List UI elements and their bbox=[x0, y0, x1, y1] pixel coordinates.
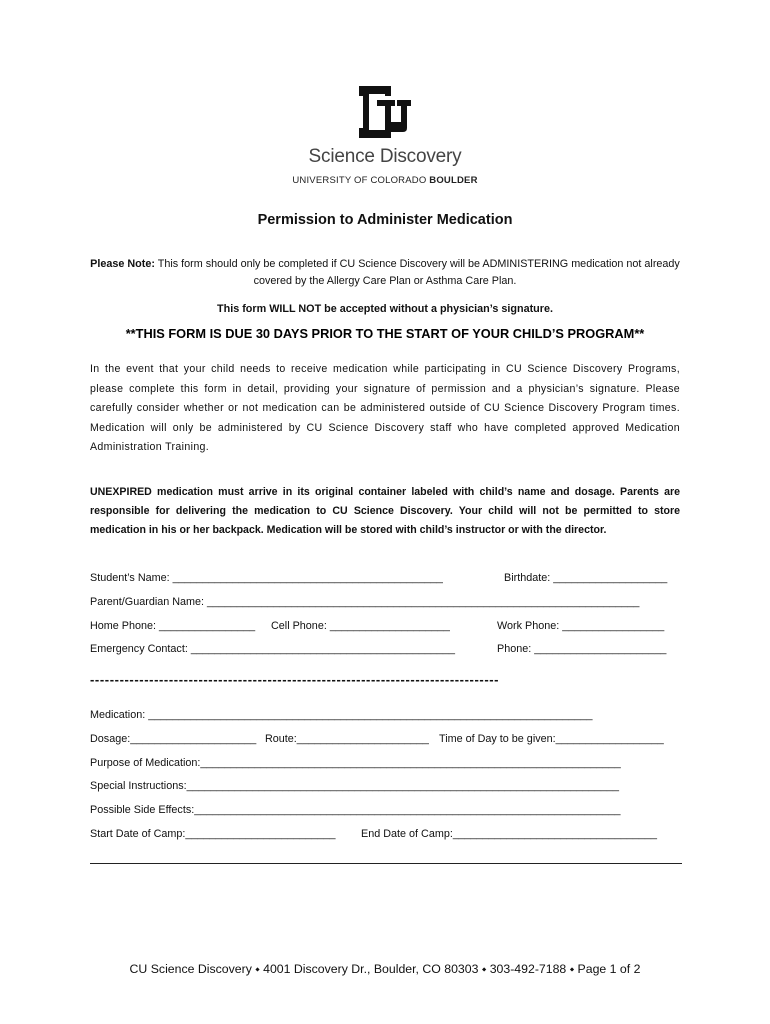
cell-phone-field[interactable]: Cell Phone: ____________________ bbox=[271, 620, 450, 632]
student-name-field[interactable]: Student’s Name: _____________________________________________ bbox=[90, 572, 443, 584]
medication-field[interactable]: Medication: __________________________________________________________________________ bbox=[90, 709, 593, 721]
parent-guardian-field[interactable]: Parent/Guardian Name: ________________________________________________________________________ bbox=[90, 596, 640, 608]
section-separator: ----------------------------------------------------------------------------------- bbox=[90, 672, 500, 687]
purpose-field[interactable]: Purpose of Medication:______________________________________________________________________ bbox=[90, 757, 621, 769]
special-instructions-field[interactable]: Special Instructions:________________________________________________________________________ bbox=[90, 780, 619, 792]
phone-field[interactable]: Phone: ______________________ bbox=[497, 643, 667, 655]
page-title: Permission to Administer Medication bbox=[257, 212, 513, 228]
birthdate-field[interactable]: Birthdate: ___________________ bbox=[504, 572, 668, 584]
cu-logo-icon bbox=[355, 84, 413, 140]
section-divider bbox=[90, 863, 682, 864]
page-footer: CU Science Discovery ⬩ 4001 Discovery Dr., Boulder, CO 80303 ⬩ 303-492-7188 ⬩ Page 1 of 2 bbox=[129, 962, 641, 976]
please-note: Please Note: This form should only be completed if CU Science Discovery will be ADMINISTERING medication not already covered by the Allergy Care Plan or Asthma Care Plan. bbox=[90, 258, 680, 287]
signature-warning: This form WILL NOT be accepted without a physician’s signature. bbox=[217, 303, 553, 315]
route-field[interactable]: Route:______________________ bbox=[265, 733, 429, 745]
due-notice: **THIS FORM IS DUE 30 DAYS PRIOR TO THE START OF YOUR CHILD’S PROGRAM** bbox=[125, 326, 645, 341]
time-of-day-field[interactable]: Time of Day to be given:__________________ bbox=[439, 733, 664, 745]
university-name: UNIVERSITY OF COLORADO BOULDER bbox=[292, 175, 478, 186]
brand-name: Science Discovery bbox=[308, 146, 462, 167]
side-effects-field[interactable]: Possible Side Effects:_______________________________________________________________________ bbox=[90, 804, 621, 816]
end-date-field[interactable]: End Date of Camp:__________________________________ bbox=[361, 828, 657, 840]
unexpired-paragraph: UNEXPIRED medication must arrive in its original container labeled with child’s name and dosage. Parents are responsible for delivering the medication to CU Science Discovery. Your child will not be permitted to store medication in his or her backpack. Medication will be stored with child’s instructor or with the director. bbox=[90, 486, 680, 536]
dosage-field[interactable]: Dosage:_____________________ bbox=[90, 733, 257, 745]
intro-paragraph: In the event that your child needs to receive medication while participating in CU Science Discovery Programs, please complete this form in detail, providing your signature of permission and a physician’s signature. Please carefully consider whether or not medication can be administered outside of CU Science Discovery Program times. Medication will only be administered by CU Science Discovery staff who have completed approved Medication Administration Training. bbox=[90, 363, 680, 453]
home-phone-field[interactable]: Home Phone: ________________ bbox=[90, 620, 256, 632]
emergency-contact-field[interactable]: Emergency Contact: ____________________________________________ bbox=[90, 643, 456, 655]
start-date-field[interactable]: Start Date of Camp:_________________________ bbox=[90, 828, 336, 840]
work-phone-field[interactable]: Work Phone: _________________ bbox=[497, 620, 665, 632]
